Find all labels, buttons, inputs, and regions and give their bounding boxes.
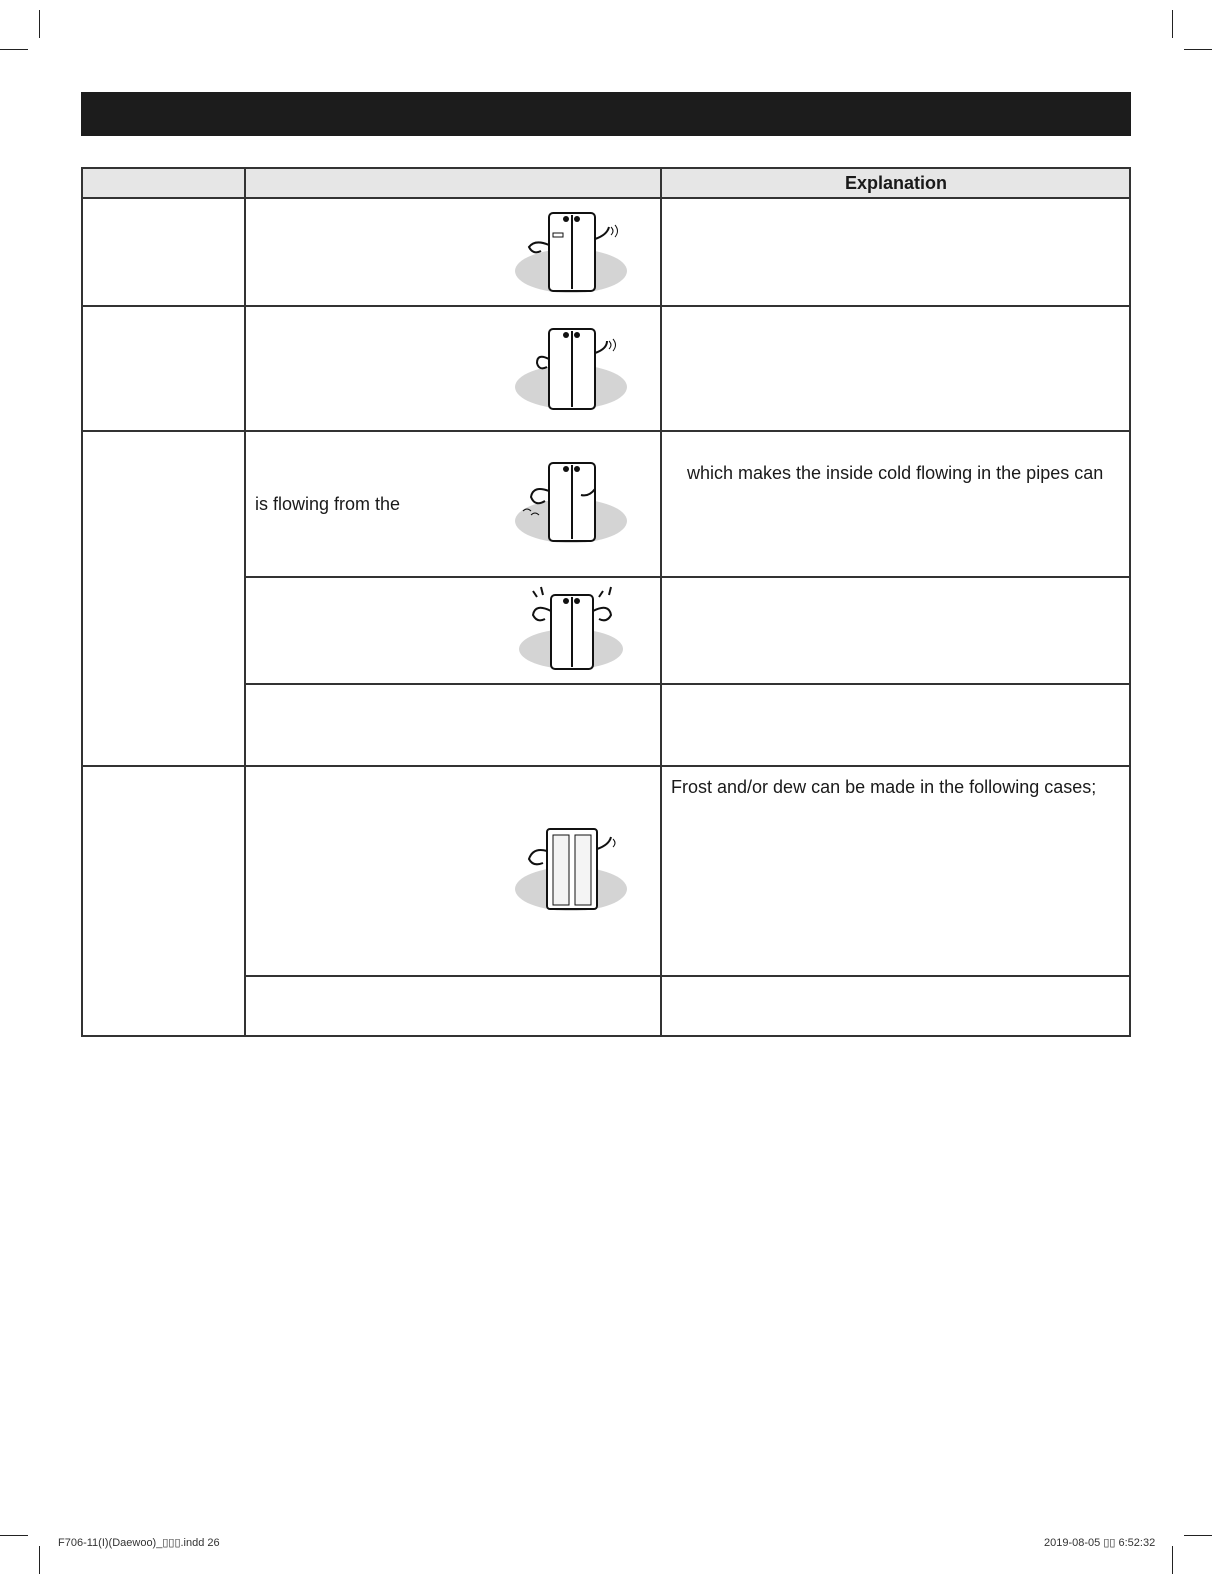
explanation-text: Frost and/or dew can be made in the following cases; bbox=[671, 777, 1097, 797]
crop-mark bbox=[1172, 1546, 1173, 1574]
crop-mark bbox=[1184, 1535, 1212, 1536]
footer-file-info: F706-11(I)(Daewoo)_▯▯▯.indd 26 bbox=[58, 1537, 220, 1549]
refrigerator-mascot-illustration bbox=[511, 455, 631, 547]
phenomenon-text: is flowing from the bbox=[255, 494, 401, 514]
row-divider bbox=[83, 765, 1129, 767]
row-divider bbox=[244, 683, 1129, 685]
column-divider bbox=[244, 169, 246, 1035]
row-divider bbox=[83, 430, 1129, 432]
crop-mark bbox=[39, 10, 40, 38]
column-divider bbox=[660, 169, 662, 1035]
footer-timestamp: 2019-08-05 ▯▯ 6:52:32 bbox=[1044, 1537, 1156, 1549]
row-divider bbox=[83, 305, 1129, 307]
refrigerator-mascot-illustration bbox=[511, 825, 631, 917]
explanation-text: which makes the inside cold flowing in the pipes can bbox=[687, 463, 1104, 483]
crop-mark bbox=[0, 1535, 28, 1536]
column-header bbox=[247, 169, 661, 197]
crop-mark bbox=[39, 1546, 40, 1574]
row-divider bbox=[244, 576, 1129, 578]
column-header-explanation: Explanation bbox=[844, 173, 947, 193]
row-divider bbox=[244, 975, 1129, 977]
column-header bbox=[83, 169, 245, 197]
table-header-row bbox=[83, 169, 1129, 199]
crop-mark bbox=[0, 49, 28, 50]
refrigerator-mascot-illustration bbox=[511, 205, 631, 297]
refrigerator-mascot-illustration bbox=[511, 583, 631, 675]
crop-mark bbox=[1184, 49, 1212, 50]
refrigerator-mascot-illustration bbox=[511, 323, 631, 415]
section-header-bar bbox=[81, 92, 1131, 136]
crop-mark bbox=[1172, 10, 1173, 38]
troubleshooting-table bbox=[81, 167, 1131, 1037]
